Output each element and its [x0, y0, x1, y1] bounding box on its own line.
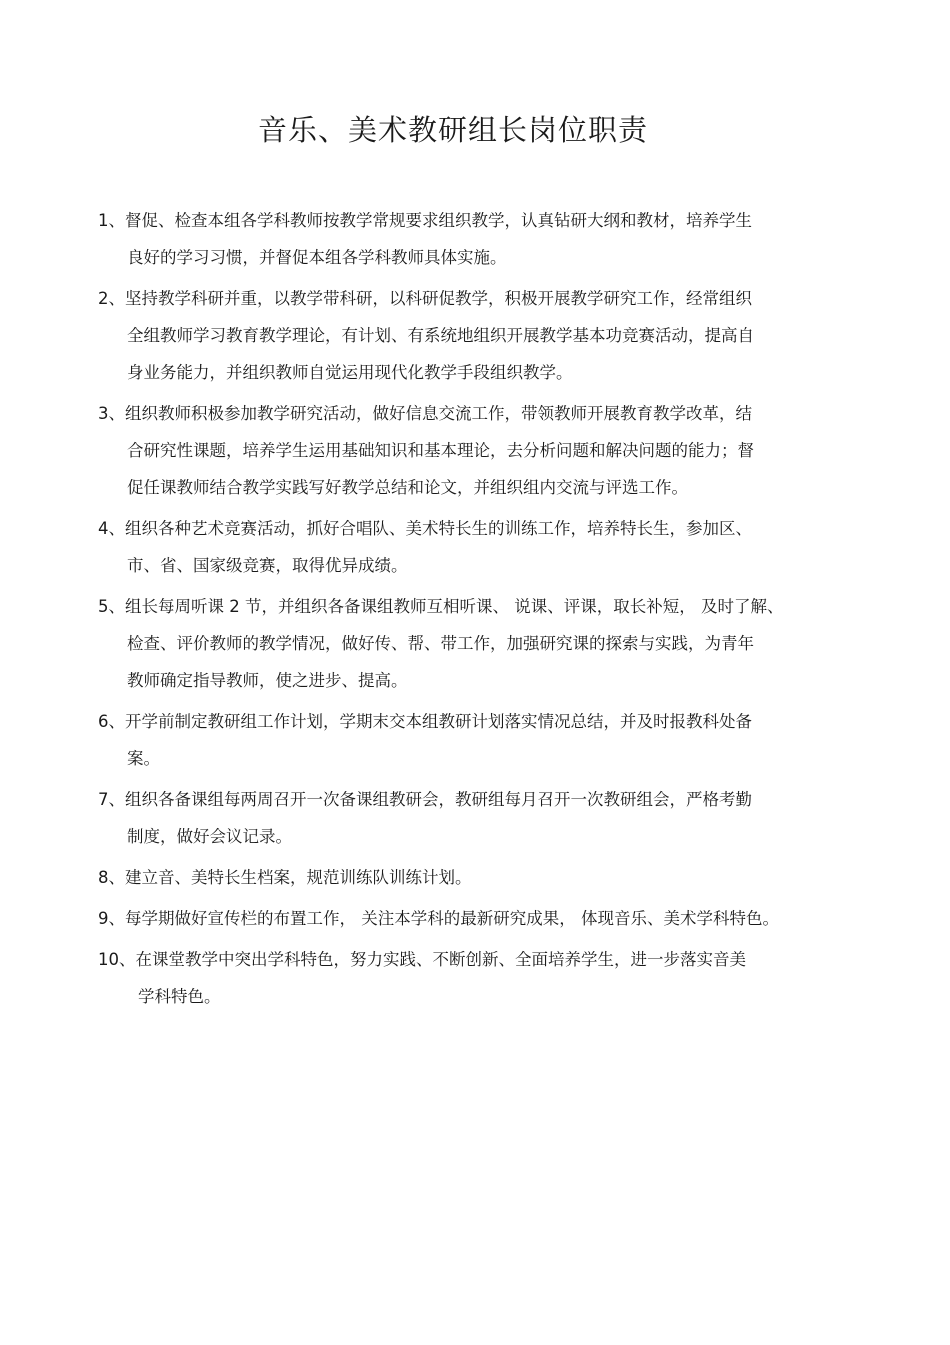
duty-line: 2、坚持教学科研并重，以教学带科研，以科研促教学，积极开展教学研究工作，经常组织 [98, 289, 752, 308]
duty-item-6 [98, 707, 868, 781]
document-title: 音乐、美术教研组长岗位职责 [257, 113, 648, 147]
duty-line: 案。 [127, 749, 160, 768]
duty-line: 7、组织各备课组每两周召开一次备课组教研会，教研组每月召开一次教研组会，严格考勤 [98, 790, 752, 809]
duty-line: 良好的学习习惯，并督促本组各学科教师具体实施。 [127, 248, 507, 267]
duty-item-2 [98, 284, 868, 395]
duty-line: 促任课教师结合教学实践写好教学总结和论文，并组织组内交流与评选工作。 [127, 478, 688, 497]
duty-item-4 [98, 514, 868, 588]
duty-line: 10、在课堂教学中突出学科特色，努力实践、不断创新、全面培养学生，进一步落实音美 [98, 950, 746, 969]
duty-list [98, 206, 868, 1023]
duty-line: 5、组长每周听课 2 节，并组织各备课组教师互相听课、 说课、评课，取长补短， 及时了解、 [98, 597, 784, 616]
duty-item-1 [98, 206, 868, 280]
duty-line: 市、省、国家级竞赛，取得优异成绩。 [127, 556, 408, 575]
duty-line: 9、每学期做好宣传栏的布置工作， 关注本学科的最新研究成果， 体现音乐、美术学科特色。 [98, 909, 779, 928]
duty-line: 4、组织各种艺术竞赛活动，抓好合唱队、美术特长生的训练工作，培养特长生，参加区、 [98, 519, 752, 538]
duty-line: 8、建立音、美特长生档案，规范训练队训练计划。 [98, 868, 472, 887]
duty-line: 3、组织教师积极参加教学研究活动，做好信息交流工作，带领教师开展教育教学改革，结 [98, 404, 752, 423]
duty-line: 检查、评价教师的教学情况，做好传、帮、带工作，加强研究课的探索与实践，为青年 [127, 634, 754, 653]
duty-line: 教师确定指导教师，使之进步、提高。 [127, 671, 408, 690]
duty-item-8 [98, 863, 868, 900]
duty-line: 学科特色。 [138, 987, 221, 1006]
duty-line: 制度，做好会议记录。 [127, 827, 292, 846]
duty-line: 全组教师学习教育教学理论，有计划、有系统地组织开展教学基本功竞赛活动，提高自 [127, 326, 754, 345]
duty-item-9 [98, 904, 868, 941]
duty-line: 身业务能力，并组织教师自觉运用现代化教学手段组织教学。 [127, 363, 573, 382]
duty-line: 1、督促、检查本组各学科教师按教学常规要求组织教学，认真钻研大纲和教材，培养学生 [98, 211, 752, 230]
duty-item-3 [98, 399, 868, 510]
duty-item-7 [98, 785, 868, 859]
duty-item-10 [98, 945, 868, 1019]
duty-line: 合研究性课题，培养学生运用基础知识和基本理论，去分析问题和解决问题的能力；督 [127, 441, 754, 460]
duty-item-5 [98, 592, 868, 703]
duty-line: 6、开学前制定教研组工作计划，学期末交本组教研计划落实情况总结，并及时报教科处备 [98, 712, 752, 731]
